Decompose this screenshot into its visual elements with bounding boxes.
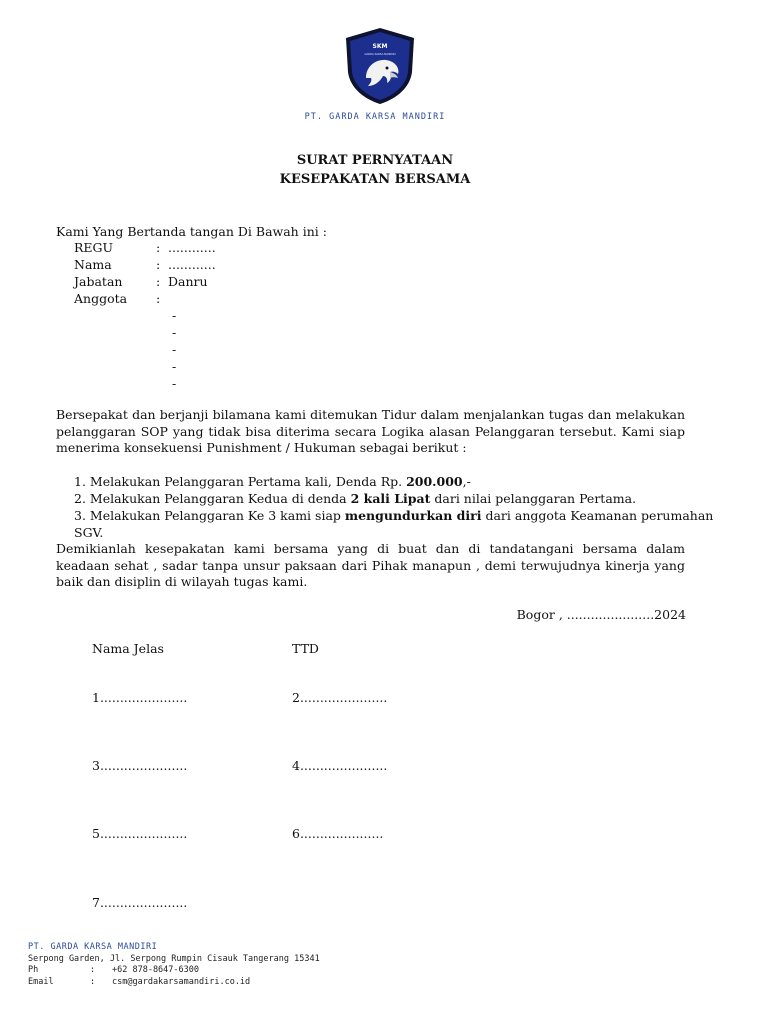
footer-email-label: Email: [28, 976, 54, 987]
list-item-emphasis: 200.000: [406, 474, 463, 489]
list-item-text: 1. Melakukan Pelanggaran Pertama kali, Denda Rp.: [74, 474, 407, 489]
intro-text: Kami Yang Bertanda tangan Di Bawah ini :: [56, 224, 327, 239]
field-value-regu: ............: [168, 240, 216, 255]
logo-subtext: GARDA KARSA MANDIRI: [364, 53, 396, 56]
field-colon: :: [156, 291, 161, 306]
list-item: [74, 473, 714, 490]
member-dash: -: [172, 342, 177, 357]
member-dash: -: [172, 359, 177, 374]
document-subtitle: KESEPAKATAN BERSAMA: [279, 172, 471, 187]
signature-slot: 1......................: [92, 690, 188, 705]
footer-phone: +62 878-8647-6300: [112, 965, 199, 975]
document-title: SURAT PERNYATAAN: [296, 153, 454, 168]
member-dash: -: [172, 376, 177, 391]
list-item-text: 3. Melakukan Pelanggaran Ke 3 kami siap: [74, 508, 345, 523]
list-item-text: 2. Melakukan Pelanggaran Kedua di denda: [74, 491, 351, 506]
list-item: [74, 490, 714, 507]
member-dash: -: [172, 308, 177, 323]
field-label-jabatan: Jabatan: [74, 274, 123, 289]
footer-address: Serpong Garden, Jl. Serpong Rumpin Cisauk Tangerang 15341: [28, 953, 320, 964]
list-item: [74, 507, 714, 541]
list-item-emphasis: 2 kali Lipat: [350, 491, 431, 506]
footer: [28, 942, 320, 988]
agreement-paragraph: Bersepakat dan berjanji bilamana kami ditemukan Tidur dalam menjalankan tugas dan melakukan pelanggaran SOP yang tidak bisa diterima secara Logika alasan Pelanggaran tersebut. Kami siap menerima konsekuensi Punishment / Hukuman sebagai berikut :: [56, 407, 685, 455]
footer-phone-line: [28, 965, 320, 977]
signature-col-name: Nama Jelas: [92, 641, 164, 656]
footer-email-sep: :: [90, 976, 96, 987]
field-colon: :: [156, 240, 161, 255]
signature-slot: 2......................: [292, 690, 388, 705]
list-item-emphasis: mengundurkan diri: [344, 508, 482, 523]
list-item-text: ,-: [462, 474, 471, 489]
field-colon: :: [156, 257, 161, 272]
place-date: Bogor , ......................2024: [516, 607, 686, 622]
footer-phone-label: Ph: [28, 965, 39, 975]
company-logo-shield-icon: [344, 26, 416, 106]
signature-slot: 4......................: [292, 758, 388, 773]
signature-slot: 3......................: [92, 758, 188, 773]
signature-slot: 6.....................: [292, 826, 384, 841]
member-dash: -: [172, 325, 177, 340]
logo-text: SKM: [372, 43, 388, 50]
field-label-anggota: Anggota: [74, 291, 128, 306]
field-label-regu: REGU: [74, 240, 114, 255]
field-label-nama: Nama: [74, 257, 112, 272]
field-value-nama: ............: [168, 257, 216, 272]
signature-slot: 5......................: [92, 826, 188, 841]
signature-slot: 7......................: [92, 895, 188, 910]
footer-company: PT. GARDA KARSA MANDIRI: [28, 942, 158, 952]
footer-email: csm@gardakarsamandiri.co.id: [112, 976, 251, 987]
signature-col-sign: TTD: [292, 641, 319, 656]
field-value-jabatan: Danru: [168, 274, 208, 289]
footer-phone-sep: :: [90, 965, 96, 975]
closing-paragraph: Demikianlah kesepakatan kami bersama yang di buat dan di tandatangani bersama dalam keadaan sehat , sadar tanpa unsur paksaan dari Pihak manapun , demi terwujudnya kinerja yang baik dan disiplin di wilayah tugas kami.: [56, 541, 685, 589]
company-name-header: PT. GARDA KARSA MANDIRI: [304, 112, 446, 122]
list-item-text: dari nilai pelanggaran Pertama.: [430, 491, 637, 506]
list-item-text: dari anggota Keamanan perumahan SGV.: [74, 508, 714, 540]
field-colon: :: [156, 274, 161, 289]
footer-email-line: [28, 977, 320, 989]
